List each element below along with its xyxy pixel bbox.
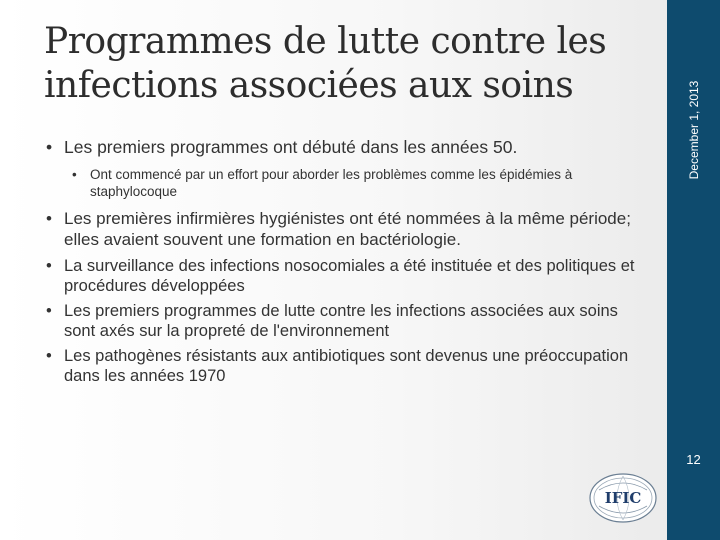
bullet-3: • La surveillance des infections nosocomiales a été instituée et des politiques et procédures développées <box>44 257 644 296</box>
slide-body <box>44 136 644 386</box>
slide-title <box>44 20 644 108</box>
bullet-1: • Les premiers programmes ont débuté dans les années 50. <box>44 136 644 159</box>
slide-title-line-1: Programmes de lutte contre les <box>44 21 607 62</box>
bullet-4: • Les premiers programmes de lutte contre les infections associées aux soins sont axés sur la propreté de l'environnement <box>44 302 644 341</box>
bullet-2: • Les premières infirmières hygiénistes ont été nommées à la même période; elles avaient souvent une formation en bactériologie. <box>44 208 644 250</box>
date-container <box>667 20 720 240</box>
bullet-5: • Les pathogènes résistants aux antibiotiques sont devenus une préoccupation dans les années 1970 <box>44 347 644 386</box>
slide-date: December 1, 2013 <box>686 80 701 180</box>
page-number: 12 <box>686 452 701 467</box>
logo-text: IFIC <box>604 489 642 507</box>
globe-logo-icon <box>587 472 659 524</box>
slide-title-line-2: infections associées aux soins <box>44 65 574 106</box>
sub-bullet-1: • Ont commencé par un effort pour aborder les problèmes comme les épidémies à staphylocoque <box>70 166 644 200</box>
